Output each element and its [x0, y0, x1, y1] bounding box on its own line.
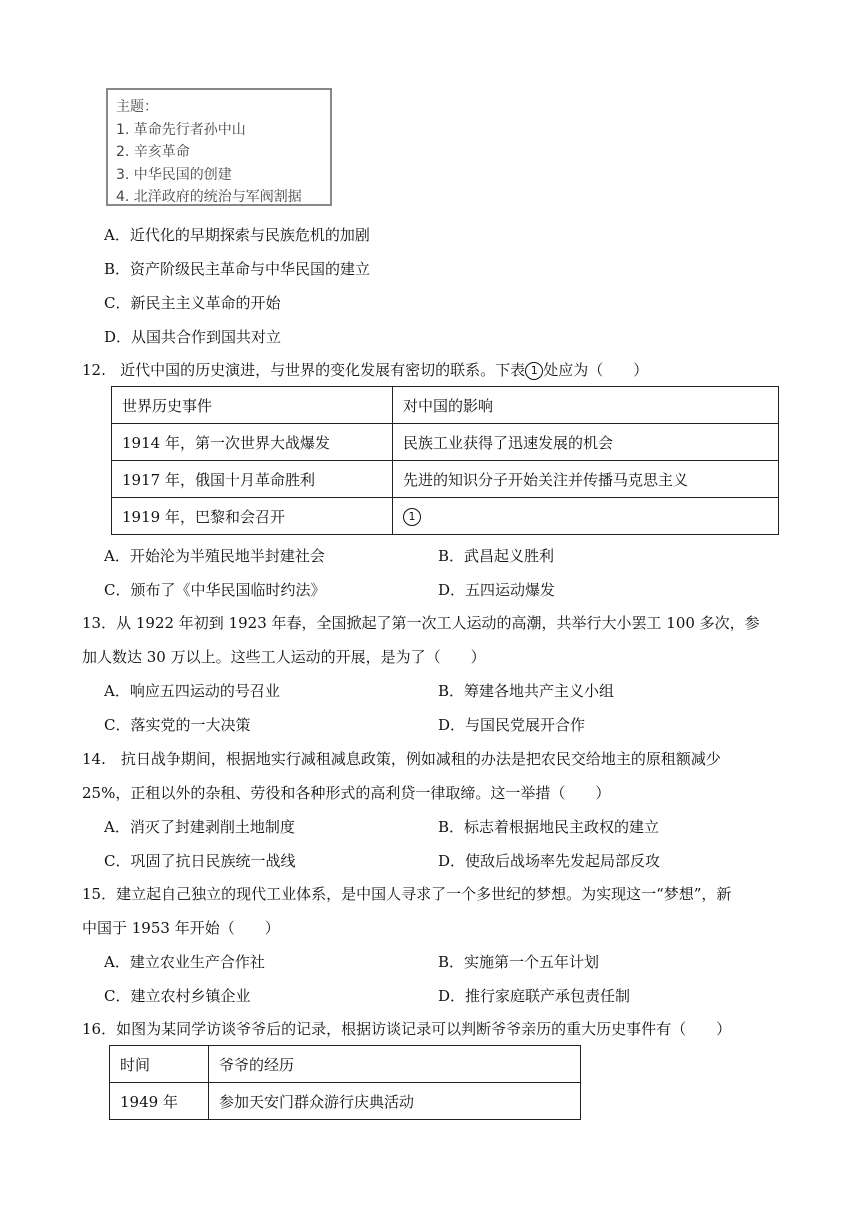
table-header: 爷爷的经历 [209, 1046, 581, 1083]
q12-stem-text: 近代中国的历史演进，与世界的变化发展有密切的联系。下表 [120, 361, 526, 379]
table-cell: 1917 年，俄国十月革命胜利 [112, 461, 393, 498]
q14-option-a[interactable]: A．消灭了封建剥削土地制度 [104, 818, 295, 836]
circled-one-marker: 1 [525, 362, 543, 380]
table-row [112, 498, 779, 535]
table-cell: 1919 年，巴黎和会召开 [112, 498, 393, 535]
table-cell: 1949 年 [110, 1083, 209, 1120]
table-cell [393, 498, 779, 535]
q11-option-d[interactable]: D．从国共合作到国共对立 [104, 328, 282, 346]
q13-option-b[interactable]: B．筹建各地共产主义小组 [438, 682, 615, 700]
table-cell: 1914 年，第一次世界大战爆发 [112, 424, 393, 461]
q13-stem-line2: 加人数达 30 万以上。这些工人运动的开展，是为了（ ） [82, 648, 486, 666]
q12-option-c[interactable]: C．颁布了《中华民国临时约法》 [104, 581, 326, 599]
table-header: 时间 [110, 1046, 209, 1083]
table-cell: 先进的知识分子开始关注并传播马克思主义 [393, 461, 779, 498]
q11-option-a[interactable]: A．近代化的早期探索与民族危机的加剧 [104, 226, 370, 244]
table-header: 世界历史事件 [112, 387, 393, 424]
topic-item: 3. 中华民国的创建 [116, 166, 232, 183]
table-header: 对中国的影响 [393, 387, 779, 424]
q14-option-c[interactable]: C．巩固了抗日民族统一战线 [104, 852, 296, 870]
q16-stem: 16．如图为某同学访谈爷爷后的记录，根据访谈记录可以判断爷爷亲历的重大历史事件有（ ） [82, 1020, 732, 1038]
table-cell: 民族工业获得了迅速发展的机会 [393, 424, 779, 461]
topic-item: 1. 革命先行者孙中山 [116, 121, 246, 138]
topic-heading: 主题： [116, 99, 158, 115]
q14-option-d[interactable]: D．使敌后战场率先发起局部反攻 [438, 852, 661, 870]
q16-table [109, 1045, 581, 1120]
q12-stem [82, 359, 648, 380]
q15-stem-line1: 15．建立起自己独立的现代工业体系，是中国人寻求了一个多世纪的梦想。为实现这一“梦想”，新 [82, 885, 732, 903]
table-row [110, 1046, 581, 1083]
table-cell: 参加天安门群众游行庆典活动 [209, 1083, 581, 1120]
q14-stem-line1: 14. 抗日战争期间，根据地实行减租减息政策，例如减租的办法是把农民交给地主的原租额减少 [82, 750, 721, 768]
topic-item: 4. 北洋政府的统治与军阀割据 [116, 189, 302, 205]
q13-option-d[interactable]: D．与国民党展开合作 [438, 716, 586, 734]
q15-option-b[interactable]: B．实施第一个五年计划 [438, 953, 600, 971]
q13-stem-line1: 13．从 1922 年初到 1923 年春，全国掀起了第一次工人运动的高潮，共举行大小罢工 100 多次，参 [82, 614, 760, 632]
q15-option-a[interactable]: A．建立农业生产合作社 [104, 953, 265, 971]
table-row [112, 387, 779, 424]
q15-option-d[interactable]: D．推行家庭联产承包责任制 [438, 987, 631, 1005]
q12-option-a[interactable]: A．开始沦为半殖民地半封建社会 [104, 547, 325, 565]
q13-option-a[interactable]: A．响应五四运动的号召业 [104, 682, 280, 700]
q12-option-d[interactable]: D．五四运动爆发 [438, 581, 556, 599]
q14-stem-line2: 25%，正租以外的杂租、劳役和各种形式的高利贷一律取缔。这一举措（ ） [82, 784, 611, 802]
q12-stem-tail: 处应为（ ） [543, 361, 649, 379]
q15-option-c[interactable]: C．建立农村乡镇企业 [104, 987, 251, 1005]
q12-table [111, 386, 779, 535]
circled-one-marker: 1 [403, 508, 421, 526]
table-row [112, 424, 779, 461]
table-row [110, 1083, 581, 1120]
q15-stem-line2: 中国于 1953 年开始（ ） [82, 919, 280, 937]
q12-option-b[interactable]: B．武昌起义胜利 [438, 547, 555, 565]
q11-option-b[interactable]: B．资产阶级民主革命与中华民国的建立 [104, 260, 371, 278]
q13-option-c[interactable]: C．落实党的一大决策 [104, 716, 251, 734]
q14-option-b[interactable]: B．标志着根据地民主政权的建立 [438, 818, 660, 836]
q11-option-c[interactable]: C．新民主主义革命的开始 [104, 294, 281, 312]
topic-box [106, 88, 332, 206]
q12-number: 12. [82, 361, 106, 379]
table-row [112, 461, 779, 498]
topic-item: 2. 辛亥革命 [116, 144, 190, 160]
